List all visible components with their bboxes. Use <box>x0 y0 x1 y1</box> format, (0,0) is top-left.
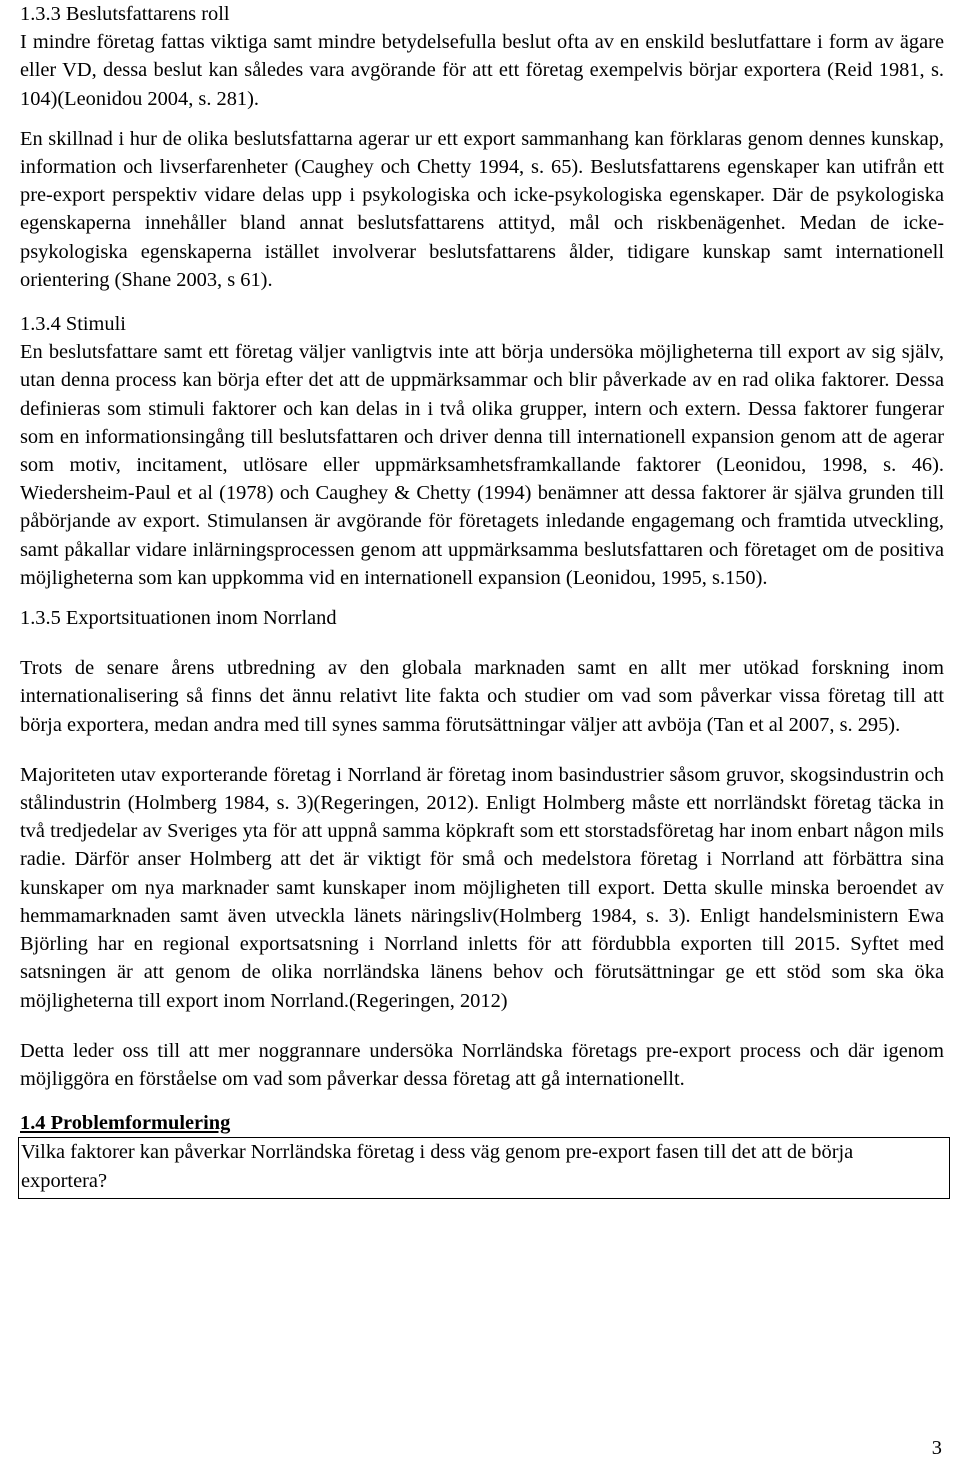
section-heading-1-4: 1.4 Problemformulering <box>20 1112 231 1135</box>
paragraph-norrland-research: Trots de senare årens utbredning av den globala marknaden samt en allt mer utökad forskning inom internationalisering så finns det ännu relativt lite fakta och studier om vad som påverkar vissa företag till att börja exportera, medan andra med till synes samma förutsättningar väljer att avböja (Tan et al 2007, s. 295). <box>20 657 944 736</box>
section-heading-1-3-3: 1.3.3 Beslutsfattarens roll <box>20 3 230 25</box>
page-number: 3 <box>931 1437 942 1459</box>
research-question-text: Vilka faktorer kan påverkar Norrländska företag i dess väg genom pre-export fasen till det att de börja exportera? <box>21 1141 854 1192</box>
document-page <box>20 0 944 1199</box>
paragraph-stimuli: En beslutsfattare samt ett företag väljer vanligtvis inte att börja undersöka möjligheterna till export av sig själv, utan denna process kan börja efter det att de uppmärksammar och blir påverkade av en rad olika faktorer. Dessa definieras som stimuli faktorer och kan delas in i två olika grupper, intern och extern. Dessa faktorer fungerar som en informationsingång till beslutsfattaren och driver denna till internationell expansion genom att de agerar som motiv, incitament, utlösare eller uppmärksamhetsframkallande faktorer (Leonidou, 1998, s. 46). Wiedersheim-Paul et al (1978) och Caughey & Chetty (1994) benämner att dessa faktorer är själva grunden till påbörjande av export. Stimulansen är avgörande för företagets inledande engagemang och framtida utveckling, samt påkallar vidare inlärningsprocessen genom att uppmärksamma beslutsfattaren och företaget om de positiva möjligheterna som kan uppkomma vid en internationell expansion (Leonidou, 1995, s.150). <box>20 341 944 589</box>
research-question-box <box>18 1137 950 1198</box>
paragraph-decision-maker-intro: I mindre företag fattas viktiga samt mindre betydelsefulla beslut ofta av en enskild beslutfattare i form av ägare eller VD, dessa beslut kan således vara avgörande för att ett företag exempelvis börjar exportera (Reid 1981, s. 104)(Leonidou 2004, s. 281). <box>20 31 944 110</box>
section-heading-1-3-4: 1.3.4 Stimuli <box>20 313 126 336</box>
paragraph-norrland-conclusion: Detta leder oss till att mer noggrannare undersöka Norrländska företags pre-export process och där igenom möjliggöra en förståelse om vad som påverkar dessa företag att gå internationellt. <box>20 1039 944 1090</box>
paragraph-norrland-majority: Majoriteten utav exporterande företag i Norrland är företag inom basindustrier såsom gruvor, skogsindustrin och stålindustrin (Holmberg 1984, s. 3)(Regeringen, 2012). Enligt Holmberg måste ett norrländskt företag täcka in två tredjedelar av Sveriges yta för att uppnå samma köpkraft som ett storstadsföretag har inom enbart någon mils radie. Därför anser Holmberg att det är viktigt för små och medelstora företag i Norrland att förbättra sina kunskaper om nya marknader samt kunskaper inom möjligheten till export. Detta skulle minska beroendet av hemmamarknaden samt även utveckla länets näringsliv(Holmberg 1984, s. 3). Enligt handelsministern Ewa Björling har en regional exportsatsning i Norrland inletts för att fördubbla exporten till 2015. Syftet med satsningen är att genom de olika norrländska länens behov och förutsättningar ge ett stöd som ska öka möjligheterna till export inom Norrland.(Regeringen, 2012) <box>20 763 944 1012</box>
paragraph-decision-maker-characteristics: En skillnad i hur de olika beslutsfattarna agerar ur ett export sammanhang kan förklaras genom dennes kunskap, information och livserfarenheter (Caughey och Chetty 1994, s. 65). Beslutsfattarens egenskaper kan utifrån ett pre-export perspektiv vidare delas upp i psykologiska och icke-psykologiska egenskaper. Där de psykologiska egenskaperna innehåller bland annat beslutsfattarens attityd, mål och riskbenägenhet. Medan de icke-psykologiska egenskaperna istället involverar beslutsfattarens ålder, tidigare kunskap samt internationell orientering (Shane 2003, s 61). <box>20 127 944 291</box>
section-heading-1-3-5: 1.3.5 Exportsituationen inom Norrland <box>20 607 337 630</box>
